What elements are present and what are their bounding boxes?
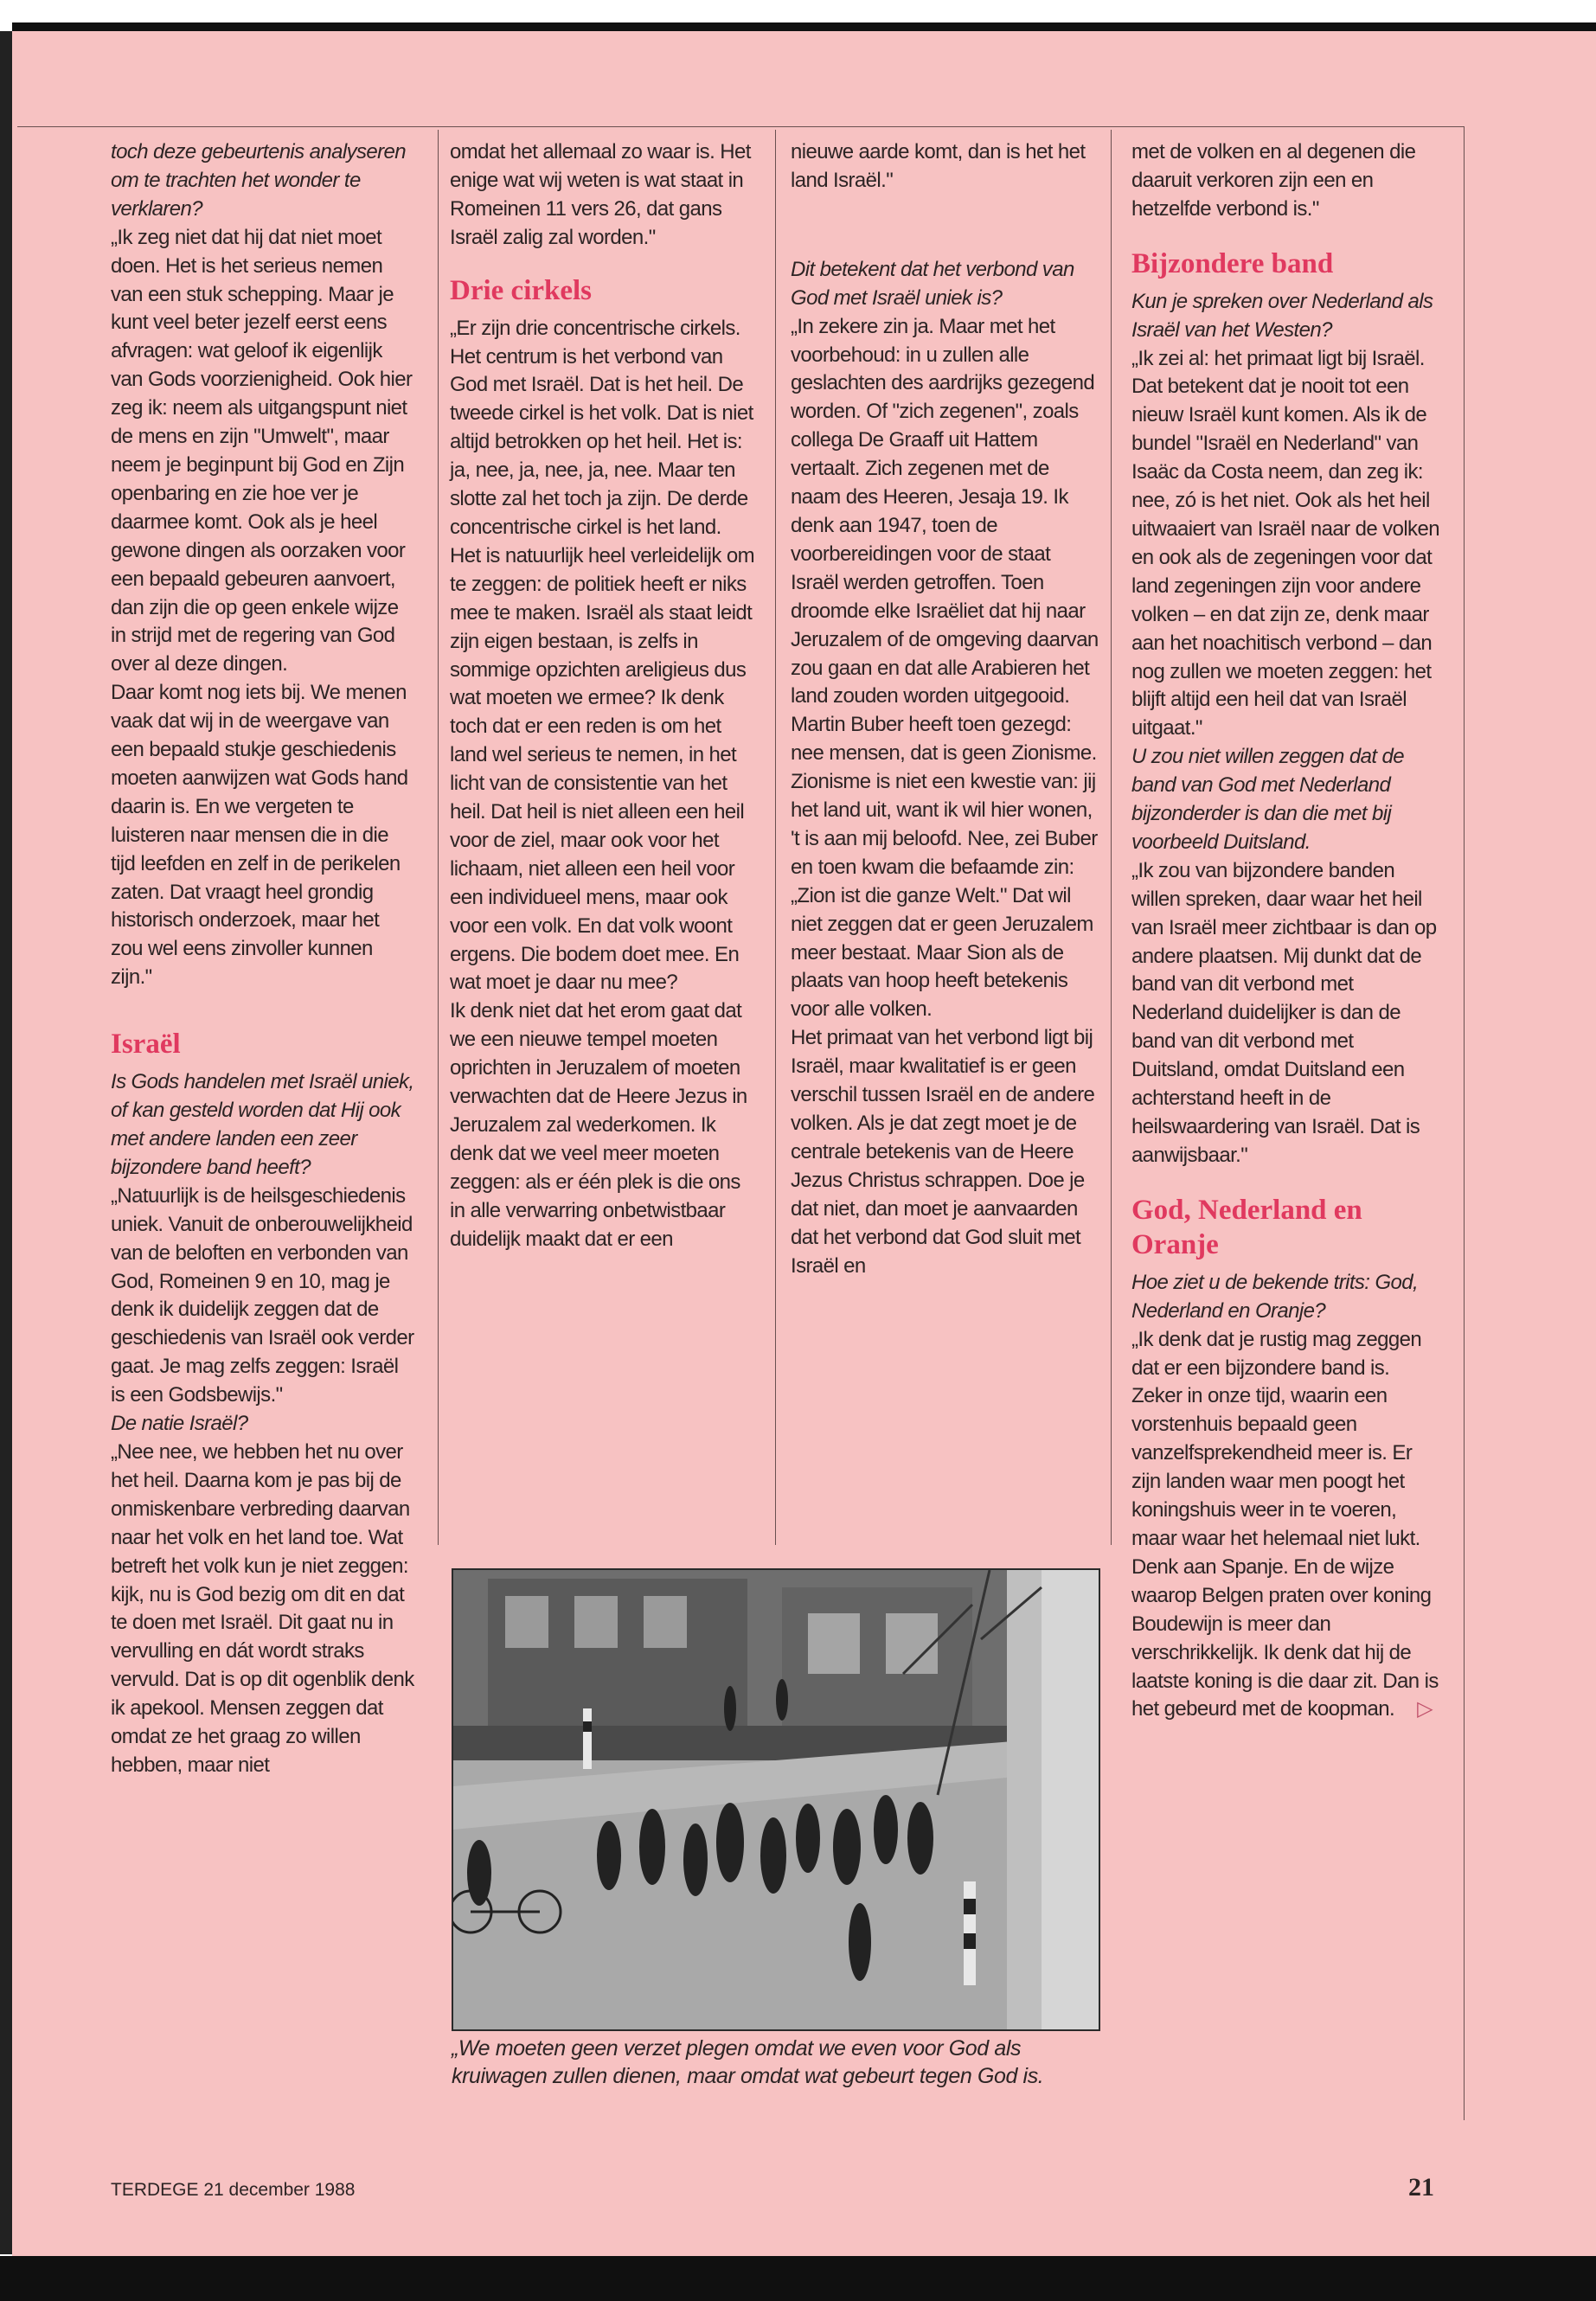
- answer-text: Het is natuurlijk heel verleidelijk om te zeggen: de politiek heeft er niks mee te maken. Israël als staat leidt zijn eigen bestaan, is zelfs in sommige opzichten areligieus dus wat moeten we ermee? Ik denk toch dat er een reden is om het land wel serieus te nemen, in het licht van de consistentie van het heil. Dat heil is niet alleen een heil voor de ziel, maar ook voor het lichaam, niet alleen een heil voor een individueel mens, maar ook voor een volk. En dat volk woont ergens. Die bodem doet mee. En wat moet je daar nu mee?: [450, 543, 755, 995]
- section-heading-god-nederland-oranje: God, Nederland en Oranje: [1131, 1194, 1362, 1260]
- question-text: toch deze gebeurtenis analyseren om te trachten het wonder te verklaren?: [111, 140, 407, 221]
- answer-text: „Ik zei al: het primaat ligt bij Israël. Dat betekent dat je nooit tot een nieuw Israël kunt komen. Als ik de bundel "Israël en Nederland" van Isaäc da Costa neem, dan zeg ik: nee, zó is het niet. Ook als het heil uitwaaiert van Israël naar de volken en ook als de zegeningen voor dat land zegeningen zijn voor andere volken – en dat zijn ze, denk maar aan het noachitisch verbond – dan nog zullen we moeten zeggen: het blijft altijd een heil dat van Israël uitgaat.": [1131, 346, 1439, 740]
- column-1: [111, 138, 415, 1780]
- photo-illustration: [453, 1570, 1099, 2029]
- answer-text: nieuwe aarde komt, dan is het het land Israël.": [791, 140, 1086, 192]
- answer-text: Daar komt nog iets bij. We menen vaak dat wij in de weergave van een bepaald stukje geschiedenis moeten aanwijzen wat Gods hand daarin is. En we vergeten te luisteren naar mensen die in die tijd leefden en zelf in de perikelen zaten. Dat vraagt heel grondig historisch onderzoek, maar het zou wel eens zinvoller kunnen zijn.": [111, 681, 408, 990]
- scan-border-bottom: [0, 2256, 1596, 2301]
- page-number: 21: [1408, 2173, 1434, 2202]
- answer-text: „Ik zeg niet dat hij dat niet moet doen. Het is het serieus nemen van een stuk schepping. Maar je kunt veel beter jezelf eerst eens afvragen: wat geloof ik eigenlijk van Gods voorzienigheid. Ook hier zeg ik: neem als uitgangspunt niet de mens en zijn "Umwelt", maar neem je beginpunt bij God en Zijn openbaring en zie hoe ver je daarmee komt. Ook als je heel gewone dingen als oorzaken voor een bepaald gebeuren aanvoert, dan zijn die op geen enkele wijze in strijd met de regering van God over al deze dingen.: [111, 225, 413, 676]
- column-2: [450, 138, 758, 1254]
- section-heading-drie-cirkels: Drie cirkels: [450, 274, 593, 306]
- section-heading-bijzondere-band: Bijzondere band: [1131, 247, 1334, 279]
- scan-border-top: [12, 22, 1596, 31]
- question-text: De natie Israël?: [111, 1412, 248, 1436]
- answer-text: Het primaat van het verbond ligt bij Israël, maar kwalitatief is er geen verschil tussen Israël en de andere volken. Als je dat zegt moet je de centrale betekenis van de Heere Jezus Christus schrappen. Doe je dat niet, dan moet je aanvaarden dat het verbond dat God sluit met Israël en: [791, 1026, 1095, 1278]
- question-text: U zou niet willen zeggen dat de band van God met Nederland bijzonderder is dan die met bij voorbeeld Duitsland.: [1131, 745, 1404, 854]
- column-4: [1131, 138, 1445, 1724]
- answer-text: Ik denk niet dat het erom gaat dat we een nieuwe tempel moeten oprichten in Jeruzalem of moeten verwachten dat de Heere Jezus in Jeruzalem zal wederkomen. Ik denk dat we veel meer moeten zeggen: als er één plek is die ons in alle verwarring onbetwistbaar duidelijk maakt dat er een: [450, 999, 747, 1251]
- question-text: Kun je spreken over Nederland als Israël van het Westen?: [1131, 289, 1433, 342]
- section-heading-israel: Israël: [111, 1029, 181, 1061]
- question-text: Dit betekent dat het verbond van God met Israël uniek is?: [791, 257, 1074, 310]
- column-rule-1: [438, 130, 439, 1545]
- answer-text: „Ik zou van bijzondere banden willen spreken, daar waar het heil van Israël meer zichtbaar is dan op andere plaatsen. Mij dunkt dat de band van dit verbond met Nederland duidelijker is dan de band van dit verbond met Duitsland, omdat Duitsland een achterstand heeft in de heilswaardering van Israël. Dat is aanwijsbaar.": [1131, 858, 1437, 1167]
- column-rule-3: [1111, 130, 1112, 1545]
- question-text: Is Gods handelen met Israël uniek, of kan gesteld worden dat Hij ook met andere landen een zeer bijzondere band heeft?: [111, 1070, 414, 1179]
- answer-text: „Natuurlijk is de heilsgeschiedenis uniek. Vanuit de onberouwelijkheid van de beloften en verbonden van God, Romeinen 9 en 10, mag je denk ik duidelijk zeggen dat de geschiedenis van Israël ook verder gaat. Je mag zelfs zeggen: Israël is een Godsbewijs.": [111, 1183, 414, 1407]
- answer-text: omdat het allemaal zo waar is. Het enige wat wij weten is wat staat in Romeinen 11 vers 26, dat gans Israël zalig zal worden.": [450, 140, 751, 249]
- answer-text: „Nee nee, we hebben het nu over het heil. Daarna kom je pas bij de onmiskenbare verbreding daarvan naar het volk en het land toe. Wat betreft het volk kun je niet zeggen: kijk, nu is God bezig om dit en dat te doen met Israël. Dit gaat nu in vervulling en dát wordt straks vervuld. Dat is op dit ogenblik denk ik apekool. Mensen zeggen dat omdat ze het graag zo willen hebben, maar niet: [111, 1439, 414, 1777]
- publication-footer: TERDEGE 21 december 1988: [111, 2180, 356, 2200]
- end-of-article-icon: ▷: [1417, 1697, 1433, 1721]
- question-text: Hoe ziet u de bekende trits: God, Nederland en Oranje?: [1131, 1270, 1419, 1323]
- answer-text: „Er zijn drie concentrische cirkels. Het centrum is het verbond van God met Israël. Dat is het heil. De tweede cirkel is het volk. Dat is niet altijd betrokken op het heil. Het is: ja, nee, ja, nee, ja, nee. Maar ten slotte zal het toch ja zijn. De derde concentrische cirkel is het land.: [450, 316, 753, 539]
- answer-text: met de volken en al degenen die daaruit verkoren zijn een en hetzelfde verbond is.": [1131, 140, 1416, 221]
- historical-photo: [452, 1568, 1100, 2031]
- photo-caption: „We moeten geen verzet plegen omdat we even voor God als kruiwagen zullen dienen, maar omdat wat gebeurt tegen God is.: [452, 2036, 1044, 2088]
- answer-text: „In zekere zin ja. Maar met het voorbehoud: in u zullen alle geslachten des aardrijks gezegend worden. Of "zich zegenen", zoals collega De Graaff uit Hattem vertaalt. Zich zegenen met de naam des Heeren, Jesaja 19. Ik denk aan 1947, toen de voorbereidingen voor de staat Israël werden getroffen. Toen droomde elke Israëliet dat hij naar Jeruzalem of de omgeving daarvan zou gaan en dat alle Arabieren het land zouden worden uitgegooid. Martin Buber heeft toen gezegd: nee mensen, dat is geen Zionisme. Zionisme is niet een kwestie van: jij het land uit, want ik wil hier wonen, 't is aan mij beloofd. Nee, zei Buber en toen kwam die befaamde zin: „Zion ist die ganze Welt." Dat wil niet zeggen dat er geen Jeruzalem meer bestaat. Maar Sion als de plaats van hoop heeft betekenis voor alle volken.: [791, 314, 1099, 1022]
- answer-text: [1131, 1326, 1445, 1725]
- answer-text-body: „Ik denk dat je rustig mag zeggen dat er een bijzondere band is. Zeker in onze tijd, waarin een vorstenhuis bepaald geen vanzelfsprekendheid meer is. Er zijn landen waar men poogt het koningshuis weer in te voeren, maar waar het helemaal niet lukt. Denk aan Spanje. En de wijze waarop Belgen praten over koning Boudewijn is meer dan verschrikkelijk. Ik denk dat hij de laatste koning is die daar zit. Dan is het gebeurd met de koopman.: [1131, 1327, 1439, 1721]
- scan-border-left: [0, 31, 12, 2254]
- column-rule-2: [775, 130, 776, 1545]
- column-3: [791, 138, 1099, 1280]
